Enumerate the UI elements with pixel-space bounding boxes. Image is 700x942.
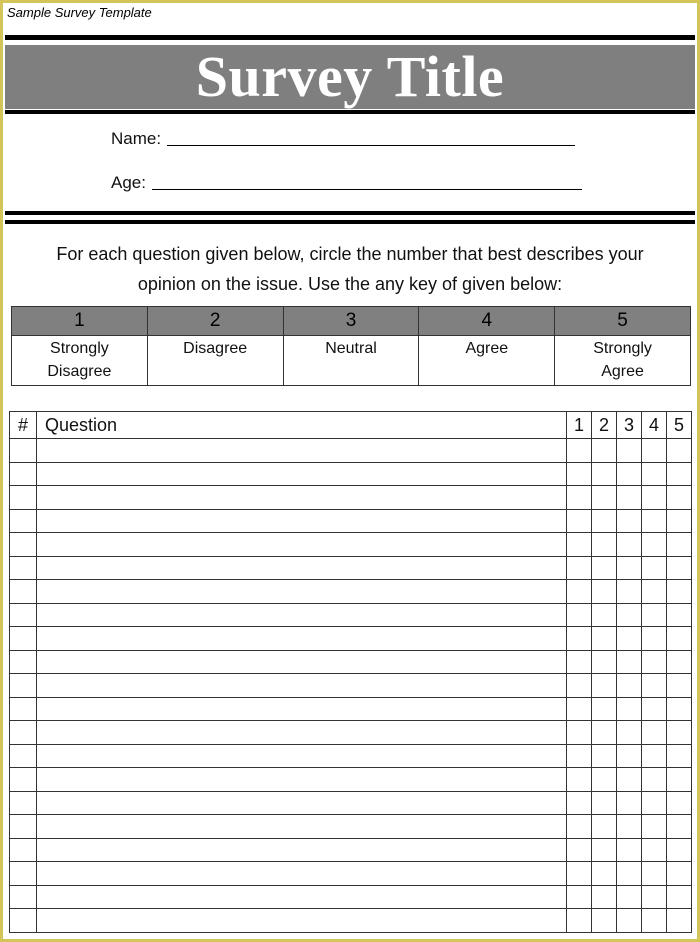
- score-5-cell[interactable]: [667, 556, 692, 580]
- score-3-cell[interactable]: [617, 533, 642, 557]
- question-cell[interactable]: [37, 650, 567, 674]
- score-2-cell[interactable]: [592, 721, 617, 745]
- score-3-cell[interactable]: [617, 815, 642, 839]
- score-1-cell[interactable]: [567, 721, 592, 745]
- divider-rule-1: [5, 211, 695, 215]
- name-field: [111, 129, 575, 149]
- score-4-cell[interactable]: [642, 509, 667, 533]
- key-number: 4: [419, 307, 555, 336]
- table-row: [10, 533, 692, 557]
- score-4-cell[interactable]: [642, 815, 667, 839]
- score-5-cell[interactable]: [667, 768, 692, 792]
- question-cell[interactable]: [37, 768, 567, 792]
- question-cell[interactable]: [37, 462, 567, 486]
- table-row: [10, 580, 692, 604]
- document-label: Sample Survey Template: [7, 5, 152, 20]
- score-5-cell[interactable]: [667, 509, 692, 533]
- score-2-cell[interactable]: [592, 838, 617, 862]
- question-table-body: [10, 439, 692, 933]
- score-4-cell[interactable]: [642, 462, 667, 486]
- row-number-cell[interactable]: [10, 838, 37, 862]
- score-4-cell[interactable]: [642, 697, 667, 721]
- key-label-cell: [419, 336, 555, 386]
- score-2-cell[interactable]: [592, 439, 617, 463]
- row-number-cell[interactable]: [10, 721, 37, 745]
- score-1-cell[interactable]: [567, 509, 592, 533]
- score-2-cell[interactable]: [592, 744, 617, 768]
- question-cell[interactable]: [37, 580, 567, 604]
- score-4-cell[interactable]: [642, 768, 667, 792]
- table-row: [10, 744, 692, 768]
- score-5-cell[interactable]: [667, 603, 692, 627]
- question-cell[interactable]: [37, 674, 567, 698]
- score-1-cell[interactable]: [567, 744, 592, 768]
- row-number-cell[interactable]: [10, 768, 37, 792]
- score-3-cell[interactable]: [617, 556, 642, 580]
- table-row: [10, 603, 692, 627]
- key-label: Strongly: [50, 340, 109, 357]
- question-cell[interactable]: [37, 697, 567, 721]
- question-cell[interactable]: [37, 885, 567, 909]
- score-5-cell[interactable]: [667, 650, 692, 674]
- score-3-cell[interactable]: [617, 462, 642, 486]
- score-2-cell[interactable]: [592, 509, 617, 533]
- score-2-cell[interactable]: [592, 674, 617, 698]
- question-cell[interactable]: [37, 744, 567, 768]
- score-1-cell[interactable]: [567, 439, 592, 463]
- score-2-cell[interactable]: [592, 650, 617, 674]
- title-band: [5, 45, 695, 109]
- instructions: [15, 239, 685, 299]
- key-number: 2: [147, 307, 283, 336]
- row-number-cell[interactable]: [10, 909, 37, 933]
- name-label: Name:: [111, 129, 162, 148]
- score-1-cell[interactable]: [567, 486, 592, 510]
- score-5-cell[interactable]: [667, 439, 692, 463]
- score-4-cell[interactable]: [642, 580, 667, 604]
- row-number-cell[interactable]: [10, 533, 37, 557]
- table-row: [10, 721, 692, 745]
- question-cell[interactable]: [37, 509, 567, 533]
- row-number-cell[interactable]: [10, 815, 37, 839]
- score-2-cell[interactable]: [592, 768, 617, 792]
- header-score-4: 4: [642, 412, 667, 439]
- question-table-header: [10, 412, 692, 439]
- score-4-cell[interactable]: [642, 862, 667, 886]
- row-number-cell[interactable]: [10, 627, 37, 651]
- key-label-cell: [147, 336, 283, 386]
- score-3-cell[interactable]: [617, 580, 642, 604]
- score-4-cell[interactable]: [642, 439, 667, 463]
- score-4-cell[interactable]: [642, 627, 667, 651]
- row-number-cell[interactable]: [10, 556, 37, 580]
- header-score-2: 2: [592, 412, 617, 439]
- header-question: Question: [37, 412, 567, 439]
- row-number-cell[interactable]: [10, 439, 37, 463]
- table-row: [10, 556, 692, 580]
- header-score-3: 3: [617, 412, 642, 439]
- score-3-cell[interactable]: [617, 885, 642, 909]
- table-row: [10, 909, 692, 933]
- question-cell[interactable]: [37, 486, 567, 510]
- score-2-cell[interactable]: [592, 533, 617, 557]
- score-1-cell[interactable]: [567, 462, 592, 486]
- key-label-row: [12, 336, 691, 386]
- row-number-cell[interactable]: [10, 744, 37, 768]
- row-number-cell[interactable]: [10, 674, 37, 698]
- score-4-cell[interactable]: [642, 885, 667, 909]
- title-rule-bottom: [5, 110, 695, 114]
- score-1-cell[interactable]: [567, 791, 592, 815]
- score-1-cell[interactable]: [567, 533, 592, 557]
- question-cell[interactable]: [37, 533, 567, 557]
- score-2-cell[interactable]: [592, 603, 617, 627]
- name-input-line[interactable]: [167, 144, 575, 146]
- score-1-cell[interactable]: [567, 580, 592, 604]
- score-5-cell[interactable]: [667, 627, 692, 651]
- key-label: Neutral: [325, 340, 377, 357]
- score-4-cell[interactable]: [642, 533, 667, 557]
- score-1-cell[interactable]: [567, 697, 592, 721]
- table-row: [10, 627, 692, 651]
- table-row: [10, 674, 692, 698]
- score-3-cell[interactable]: [617, 721, 642, 745]
- score-4-cell[interactable]: [642, 674, 667, 698]
- table-row: [10, 439, 692, 463]
- row-number-cell[interactable]: [10, 885, 37, 909]
- table-row: [10, 768, 692, 792]
- top-rule-thick: [5, 35, 695, 40]
- divider-rule-2: [5, 220, 695, 224]
- score-3-cell[interactable]: [617, 439, 642, 463]
- key-label: Disagree: [47, 363, 112, 380]
- instructions-line-1: For each question given below, circle the number that best describes your: [56, 244, 644, 264]
- score-3-cell[interactable]: [617, 674, 642, 698]
- score-3-cell[interactable]: [617, 509, 642, 533]
- score-5-cell[interactable]: [667, 885, 692, 909]
- score-5-cell[interactable]: [667, 462, 692, 486]
- score-2-cell[interactable]: [592, 909, 617, 933]
- table-row: [10, 885, 692, 909]
- score-3-cell[interactable]: [617, 768, 642, 792]
- table-row: [10, 509, 692, 533]
- question-cell[interactable]: [37, 815, 567, 839]
- score-3-cell[interactable]: [617, 862, 642, 886]
- row-number-cell[interactable]: [10, 509, 37, 533]
- score-2-cell[interactable]: [592, 556, 617, 580]
- table-row: [10, 462, 692, 486]
- score-3-cell[interactable]: [617, 909, 642, 933]
- table-row: [10, 650, 692, 674]
- score-1-cell[interactable]: [567, 768, 592, 792]
- row-number-cell[interactable]: [10, 462, 37, 486]
- score-1-cell[interactable]: [567, 838, 592, 862]
- table-row: [10, 838, 692, 862]
- score-2-cell[interactable]: [592, 885, 617, 909]
- score-1-cell[interactable]: [567, 815, 592, 839]
- score-4-cell[interactable]: [642, 556, 667, 580]
- score-3-cell[interactable]: [617, 791, 642, 815]
- question-cell[interactable]: [37, 721, 567, 745]
- score-3-cell[interactable]: [617, 744, 642, 768]
- score-5-cell[interactable]: [667, 862, 692, 886]
- question-cell[interactable]: [37, 862, 567, 886]
- score-1-cell[interactable]: [567, 556, 592, 580]
- rating-key-table: [11, 306, 691, 386]
- header-score-1: 1: [567, 412, 592, 439]
- score-5-cell[interactable]: [667, 744, 692, 768]
- score-5-cell[interactable]: [667, 815, 692, 839]
- score-3-cell[interactable]: [617, 486, 642, 510]
- row-number-cell[interactable]: [10, 580, 37, 604]
- table-row: [10, 486, 692, 510]
- survey-title: Survey Title: [195, 44, 505, 109]
- row-number-cell[interactable]: [10, 791, 37, 815]
- key-label: Disagree: [183, 340, 248, 357]
- score-1-cell[interactable]: [567, 674, 592, 698]
- key-number: 1: [12, 307, 148, 336]
- score-5-cell[interactable]: [667, 580, 692, 604]
- score-4-cell[interactable]: [642, 721, 667, 745]
- score-5-cell[interactable]: [667, 838, 692, 862]
- score-2-cell[interactable]: [592, 862, 617, 886]
- age-label: Age:: [111, 173, 146, 192]
- score-2-cell[interactable]: [592, 580, 617, 604]
- score-1-cell[interactable]: [567, 627, 592, 651]
- question-table: [9, 411, 692, 933]
- score-2-cell[interactable]: [592, 697, 617, 721]
- key-number-row: [12, 307, 691, 336]
- score-2-cell[interactable]: [592, 627, 617, 651]
- score-2-cell[interactable]: [592, 791, 617, 815]
- table-row: [10, 697, 692, 721]
- score-5-cell[interactable]: [667, 674, 692, 698]
- row-number-cell[interactable]: [10, 603, 37, 627]
- question-cell[interactable]: [37, 627, 567, 651]
- score-1-cell[interactable]: [567, 885, 592, 909]
- table-row: [10, 862, 692, 886]
- question-cell[interactable]: [37, 439, 567, 463]
- question-cell[interactable]: [37, 909, 567, 933]
- age-input-line[interactable]: [152, 188, 582, 190]
- score-4-cell[interactable]: [642, 909, 667, 933]
- key-label: Agree: [601, 363, 644, 380]
- score-4-cell[interactable]: [642, 486, 667, 510]
- score-5-cell[interactable]: [667, 909, 692, 933]
- key-label: Agree: [465, 340, 509, 357]
- key-label-cell: [283, 336, 419, 386]
- question-cell[interactable]: [37, 838, 567, 862]
- score-2-cell[interactable]: [592, 486, 617, 510]
- score-3-cell[interactable]: [617, 627, 642, 651]
- score-5-cell[interactable]: [667, 486, 692, 510]
- score-3-cell[interactable]: [617, 838, 642, 862]
- score-1-cell[interactable]: [567, 862, 592, 886]
- row-number-cell[interactable]: [10, 697, 37, 721]
- score-5-cell[interactable]: [667, 791, 692, 815]
- score-1-cell[interactable]: [567, 650, 592, 674]
- score-5-cell[interactable]: [667, 697, 692, 721]
- score-3-cell[interactable]: [617, 650, 642, 674]
- key-label-cell: [12, 336, 148, 386]
- row-number-cell[interactable]: [10, 650, 37, 674]
- key-label-cell: [555, 336, 691, 386]
- score-1-cell[interactable]: [567, 909, 592, 933]
- key-number: 3: [283, 307, 419, 336]
- table-row: [10, 791, 692, 815]
- score-4-cell[interactable]: [642, 650, 667, 674]
- key-number: 5: [555, 307, 691, 336]
- score-2-cell[interactable]: [592, 462, 617, 486]
- score-5-cell[interactable]: [667, 721, 692, 745]
- score-3-cell[interactable]: [617, 603, 642, 627]
- score-4-cell[interactable]: [642, 791, 667, 815]
- score-2-cell[interactable]: [592, 815, 617, 839]
- score-3-cell[interactable]: [617, 697, 642, 721]
- question-cell[interactable]: [37, 791, 567, 815]
- header-number: #: [10, 412, 37, 439]
- instructions-line-2: opinion on the issue. Use the any key of given below:: [137, 274, 563, 294]
- row-number-cell[interactable]: [10, 486, 37, 510]
- table-row: [10, 815, 692, 839]
- score-4-cell[interactable]: [642, 744, 667, 768]
- question-cell[interactable]: [37, 556, 567, 580]
- key-label: Strongly: [593, 340, 652, 357]
- header-score-5: 5: [667, 412, 692, 439]
- row-number-cell[interactable]: [10, 862, 37, 886]
- question-cell[interactable]: [37, 603, 567, 627]
- age-field: [111, 173, 582, 193]
- score-4-cell[interactable]: [642, 838, 667, 862]
- score-4-cell[interactable]: [642, 603, 667, 627]
- score-1-cell[interactable]: [567, 603, 592, 627]
- score-5-cell[interactable]: [667, 533, 692, 557]
